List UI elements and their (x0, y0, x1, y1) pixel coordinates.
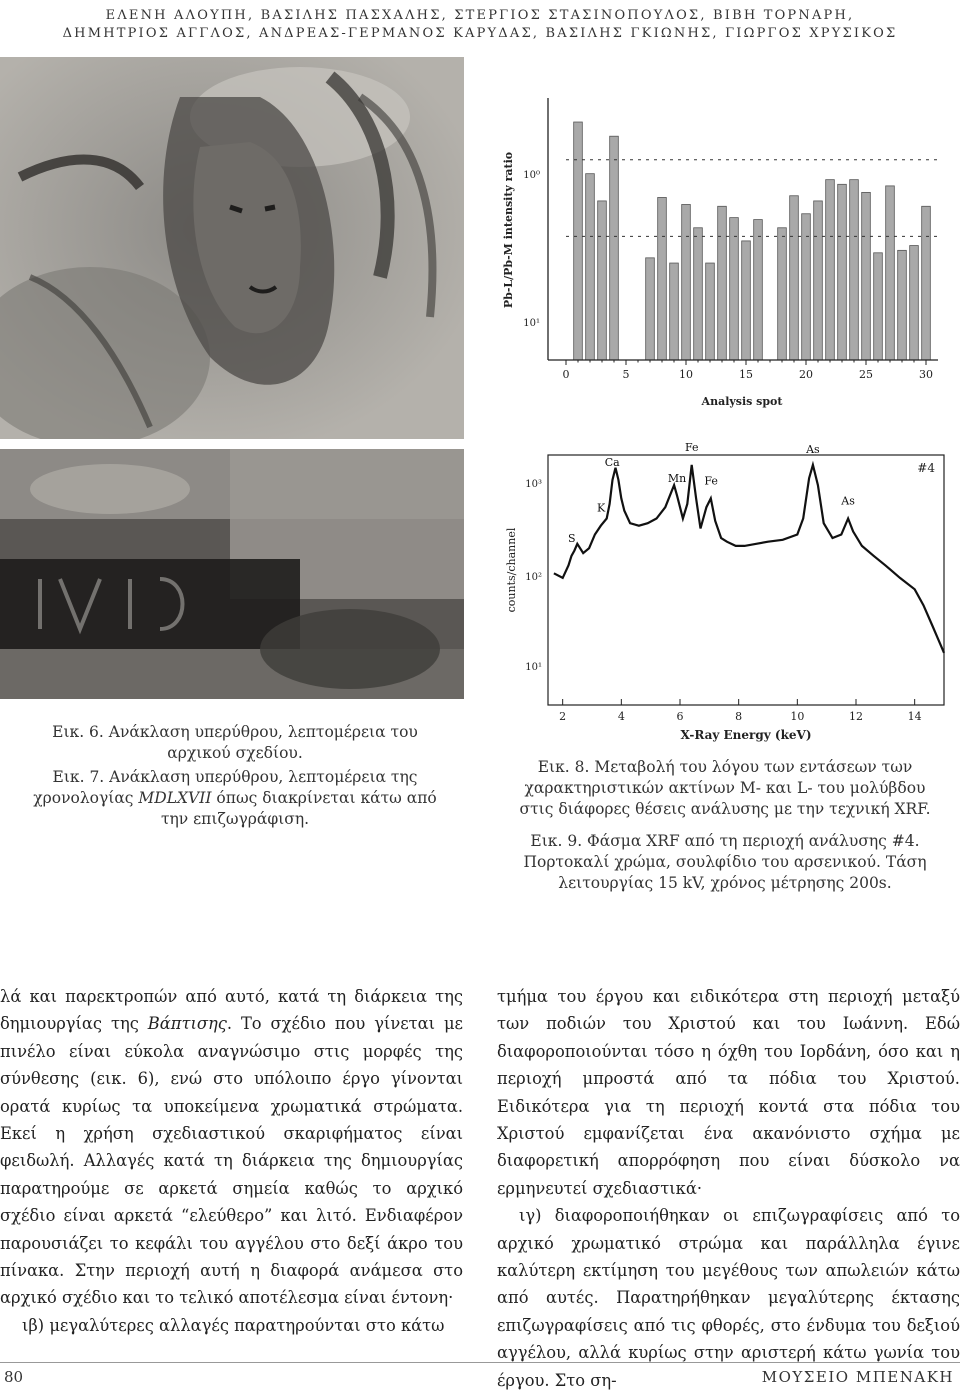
chart8-bar (814, 201, 823, 360)
chart9-peak-label: Fe (704, 474, 718, 488)
chart8-bar (790, 196, 799, 360)
chart8-bar (754, 220, 763, 360)
chart8-ylabel: Pb-L/Pb-M intensity ratio (502, 151, 515, 309)
chart8-bar (574, 122, 583, 360)
chart9-frame (548, 455, 944, 705)
left-paragraph-1-b: . Το σχέδιο που γίνεται με πινέλο είναι εύκολα αναγνώσιμο στις μορφές της σύνθεσης (εικ. 6), ενώ στο υπόλοιπο έργο γίνονται ορατά κυρίως τα υποκείμενα χρωματικά στρώματα. Εκεί η χρήση σχεδιαστικού σκαριφήματος είναι φειδωλή. Αλλαγές κατά τη διάρκεια της δημιουργίας παρατηρούμε σε αρκετά σημεία καθώς το αρχικό σχέδιο είναι αρκετά “ελεύθερο” και λιτό. Ενδιαφέρον παρουσιάζει το κεφάλι του αγγέλου στο δεξί άκρο του πίνακα. Στην περιοχή αυτή η διαφορά ανάμεσα στο αρχικό σχέδιο και το τελικό αποτέλεσμα είναι έντονη· (0, 1014, 463, 1308)
chart8-bar (730, 218, 739, 360)
left-paragraph-2: ιβ) μεγαλύτερες αλλαγές παρατηρούνται στο κάτω (22, 1315, 445, 1335)
chart9-spectrum-line (554, 465, 944, 653)
chart9-peak-label: K (596, 501, 606, 515)
chart8-bar (598, 201, 607, 360)
chart8-bar (898, 250, 907, 360)
chart8-xtick-label: 30 (919, 368, 933, 381)
chart9-ylabel: counts/channel (505, 527, 518, 613)
chart8-bar (658, 197, 667, 360)
chart9-title: #4 (917, 461, 935, 475)
left-paragraph-1-title: Βάπτισης (147, 1014, 227, 1034)
chart8-xtick-label: 25 (859, 368, 873, 381)
chart8-bar (802, 214, 811, 360)
chart9-xlabel: X-Ray Energy (keV) (680, 728, 812, 742)
chart8-bar (874, 253, 883, 360)
chart9-ytick-2: 10² (525, 572, 542, 583)
caption-figure-8: Εικ. 8. Μεταβολή του λόγου των εντάσεων των χαρακτηριστικών ακτίνων M- και L- του μολύβδου στις διάφορες θέσεις ανάλυσης με την τεχνική XRF. (519, 758, 931, 818)
chart8-bar (610, 136, 619, 360)
chart9-peak-label: Ca (604, 455, 620, 469)
chart8-xlabel: Analysis spot (701, 395, 783, 408)
chart8-bar (862, 192, 871, 360)
chart8-xtick-label: 15 (739, 368, 753, 381)
chart8-xtick-label: 20 (799, 368, 813, 381)
journal-name: ΜΟΥΣΕΙΟ ΜΠΕΝΑΚΗ (761, 1368, 954, 1386)
chart9-peak-label: As (806, 442, 820, 456)
figure-6-image (0, 57, 464, 439)
chart9-xtick-label: 14 (907, 710, 922, 723)
header-authors-line1: ΕΛΕΝΗ ΑΛΟΥΠΗ, ΒΑΣΙΛΗΣ ΠΑΣΧΑΛΗΣ, ΣΤΕΡΓΙΟΣ ΣΤΑΣΙΝΟΠΟΥΛΟΣ, ΒΙΒΗ ΤΟΡΝΑΡΗ, (105, 8, 855, 23)
chart9-ytick-1: 10³ (525, 479, 542, 490)
chart8-bar (718, 206, 727, 360)
chart8-bar (646, 258, 655, 360)
header-authors-line2: ΔΗΜΗΤΡΙΟΣ ΑΓΓΛΟΣ, ΑΝΔΡΕΑΣ-ΓΕΡΜΑΝΟΣ ΚΑΡΥΔΑΣ, ΒΑΣΙΛΗΣ ΓΚΙΩΝΗΣ, ΓΙΩΡΓΟΣ ΧΡΥΣΙΚΟΣ (62, 26, 898, 41)
chart8-bar (886, 186, 895, 360)
chart8-bar (694, 228, 703, 360)
left-paragraph-1-a: λά και παρεκτροπών από αυτό, κατά τη διάρκεια της δημιουργίας της (0, 987, 463, 1034)
running-header (0, 8, 960, 41)
chart9-xtick-label: 12 (849, 710, 863, 723)
chart9-xtick-label: 6 (676, 710, 684, 723)
body-column-right (497, 983, 960, 1394)
right-paragraph-2: ιγ) διαφοροποιήθηκαν οι επιζωγραφίσεις από το αρχικό χρωματικό στρώμα και παράλληλα έγινε καλύτερη εκτίμηση του μεγέθους των απωλειών κάτω από αυτές. Παρατηρήθηκαν μεγαλύτερης έκτασης επιζωγραφίσεις από τις φθορές, στο ένδυμα του δεξιού αγγέλου, αλλά κυρίως στην αριστερή κάτω γωνία του έργου. Στο ση- (497, 1206, 960, 1390)
caption-figure-7-date: MDLXVII (138, 789, 212, 807)
chart8-bar (838, 184, 847, 360)
chart8-bar (910, 246, 919, 360)
chart8-bar (706, 263, 715, 360)
chart8-bar (922, 206, 931, 360)
figure-9-xrf-spectrum (495, 430, 955, 750)
figure-7-infrared-date (0, 449, 464, 699)
chart9-xtick-label: 8 (735, 710, 743, 723)
chart8-xtick-label: 5 (622, 368, 630, 381)
chart8-bars (574, 122, 931, 360)
chart9-peak-label: Mn (667, 471, 687, 485)
chart8-xtick-label: 0 (562, 368, 570, 381)
caption-figure-7-part1: Εικ. 7. Ανάκλαση υπερύθρου, λεπτομέρεια της χρονολογίας (33, 768, 418, 807)
figure-7-image (0, 449, 464, 699)
chart8-bar (670, 263, 679, 360)
figure-6-infrared-detail (0, 57, 464, 439)
chart8-ytick-bottom: 10¹ (523, 318, 540, 329)
chart9-xtick-label: 2 (559, 710, 567, 723)
chart8-reference-lines (566, 160, 938, 237)
chart9-peak-label: Fe (684, 440, 699, 454)
chart9-xtick-label: 10 (790, 710, 805, 723)
chart8-bar (742, 241, 751, 360)
chart9-peak-label: S (567, 531, 576, 545)
chart9-peak-label: As (841, 494, 855, 508)
right-paragraph-1: τμήμα του έργου και ειδικότερα στη περιοχή μεταξύ των ποδιών του Χριστού και του Ιωάννη. Εδώ διαφοροποιούνται τόσο η όχθη του Ιορδάνη, όσο και η περιοχή μπροστά από τα πόδια του Χριστού. Ειδικότερα για τη περιοχή κοντά στα πόδια του Χριστού εμφανίζεται ένα ακανόνιστο σχήμα με διαφορετική απορρόφηση που είναι δύσκολο να ερμηνευτεί σχεδιαστικά· (497, 987, 960, 1198)
chart8-bar (682, 204, 691, 360)
chart9-xtick-label: 4 (617, 710, 625, 723)
caption-figure-6: Εικ. 6. Ανάκλαση υπερύθρου, λεπτομέρεια του αρχικού σχεδίου. (52, 723, 418, 762)
page-number: 80 (4, 1368, 24, 1386)
chart9-ytick-3: 10¹ (525, 662, 542, 673)
chart8-ytick-top: 10⁰ (523, 170, 540, 181)
caption-figure-7-part2: όπως διακρίνεται κάτω από την επιζωγράφιση. (160, 789, 437, 828)
chart8-bar (778, 228, 787, 360)
chart8-bar (850, 180, 859, 360)
chart8-bar (826, 180, 835, 360)
caption-figure-7 (30, 767, 440, 830)
body-column-left (0, 983, 463, 1339)
figure-8-bar-chart (490, 90, 950, 420)
left-paragraph-1 (0, 983, 463, 1312)
caption-figure-9: Εικ. 9. Φάσμα XRF από τη περιοχή ανάλυσης #4. Πορτοκαλί χρώμα, σουλφίδιο του αρσενικού. Τάση λειτουργίας 15 kV, χρόνος μέτρησης 200s. (523, 832, 927, 892)
chart9-axes (559, 699, 921, 723)
chart8-xtick-label: 10 (679, 368, 693, 381)
chart8-bar (586, 174, 595, 360)
footer-rule (0, 1362, 960, 1363)
